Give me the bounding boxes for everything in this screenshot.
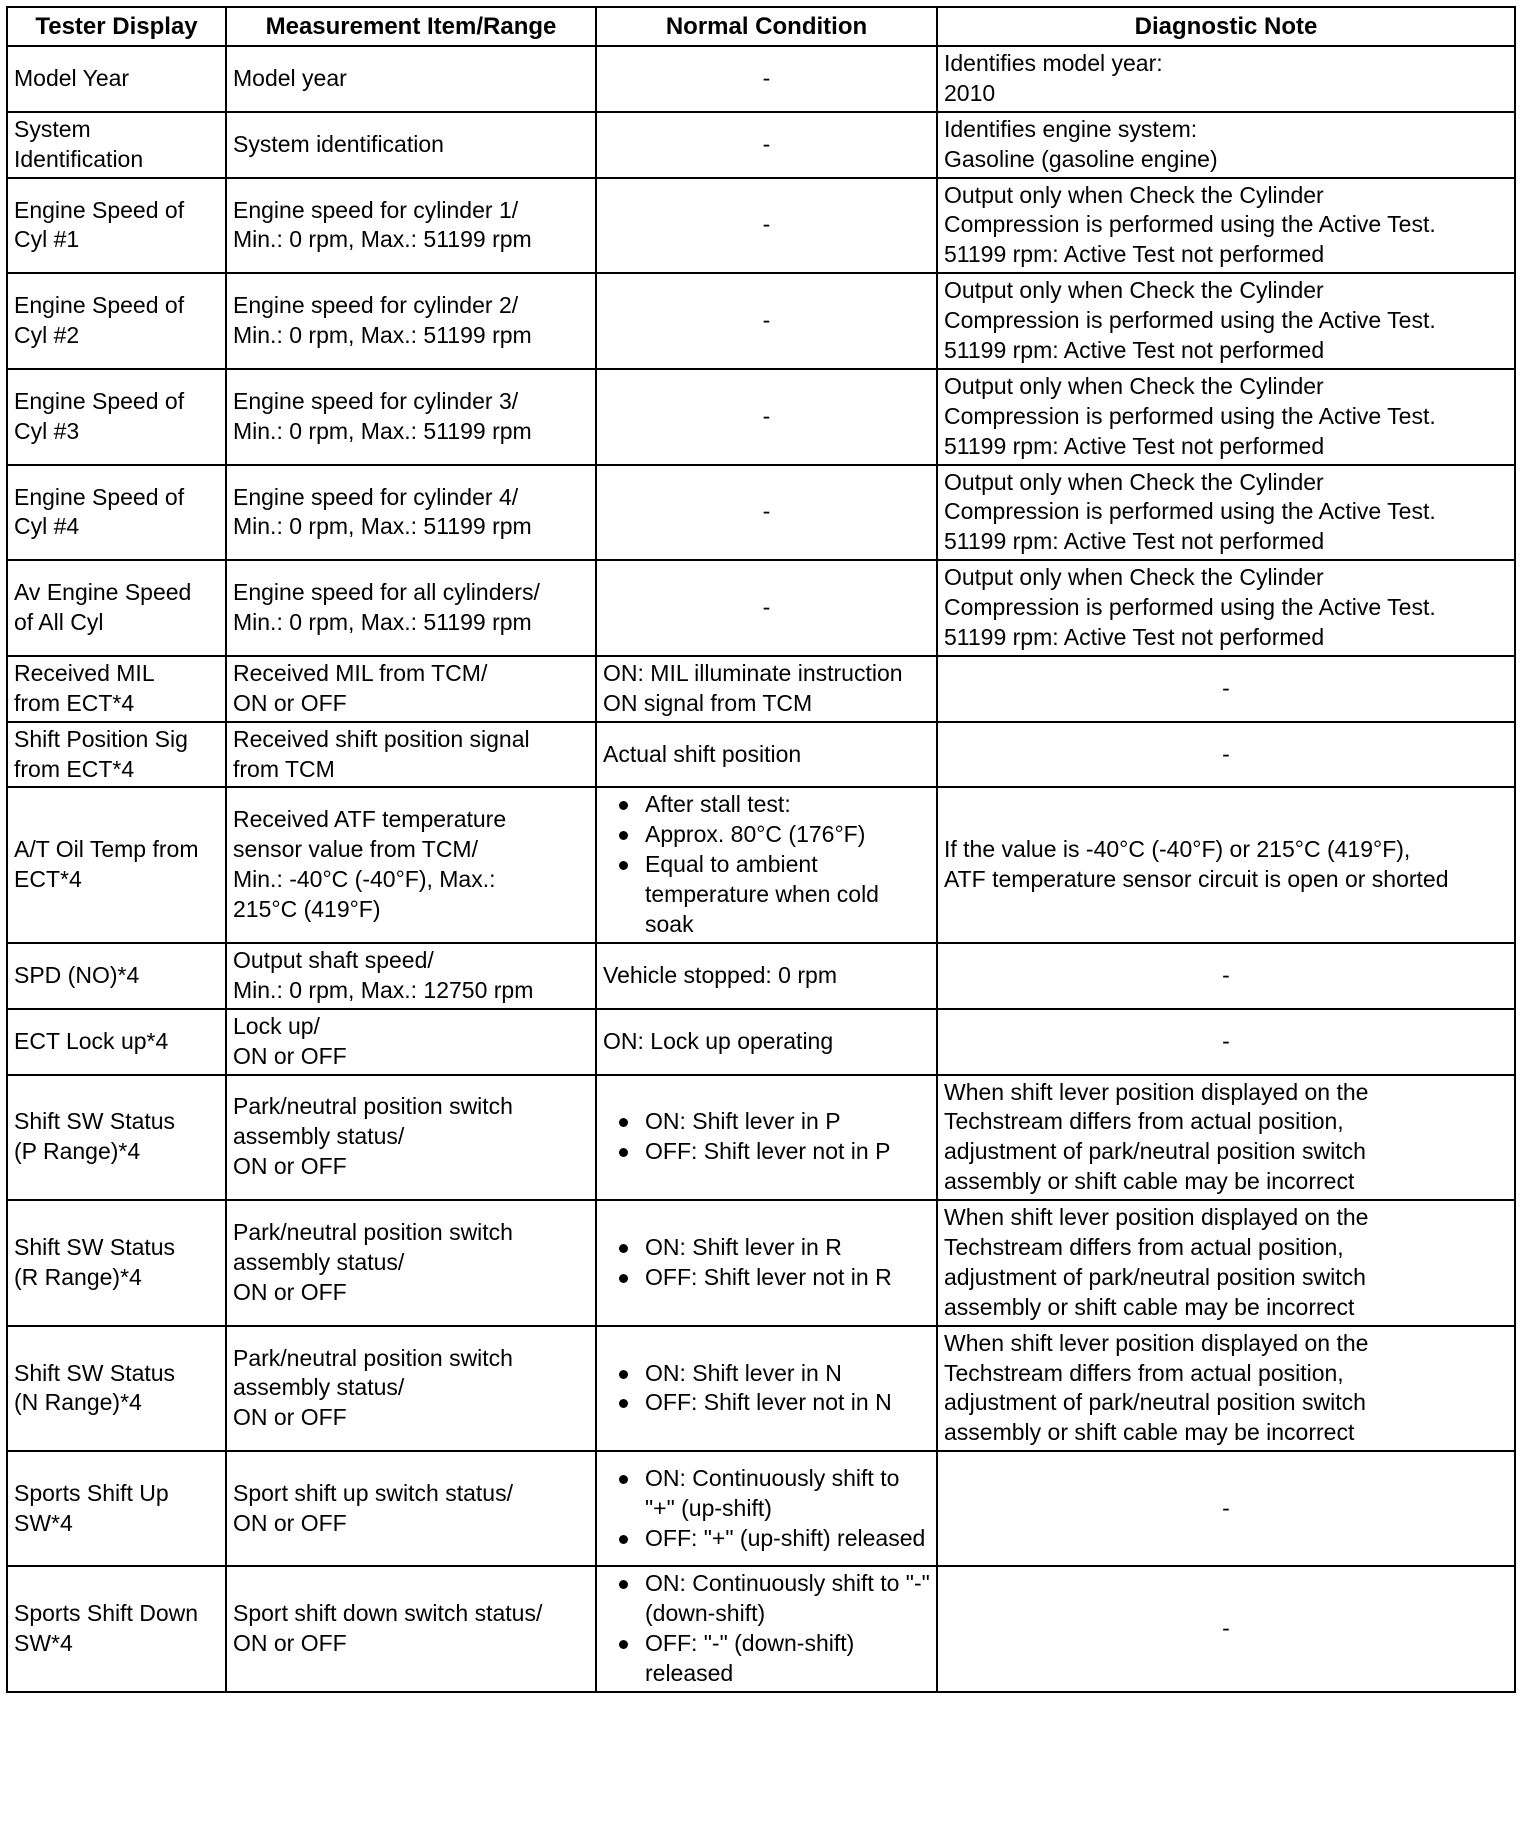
cell-normal-condition-line: ON signal from TCM xyxy=(603,689,813,716)
header-measurement-item: Measurement Item/Range xyxy=(226,7,596,46)
cell-measurement-item-line: System identification xyxy=(233,130,444,157)
cell-diagnostic-note-line: ATF temperature sensor circuit is open or shorted xyxy=(944,866,1449,893)
cell-diagnostic-note-line: Output only when Check the Cylinder xyxy=(944,181,1324,208)
cell-diagnostic-note-line: Compression is performed using the Active Test. xyxy=(944,498,1436,525)
bullet-list xyxy=(603,1107,930,1167)
cell-normal-condition: - xyxy=(596,560,937,656)
cell-tester-display-line: (R Range)*4 xyxy=(14,1263,142,1290)
cell-measurement-item-line: Sport shift down switch status/ xyxy=(233,1600,543,1627)
cell-normal-condition xyxy=(596,722,937,788)
cell-tester-display-line: Received MIL xyxy=(14,659,155,686)
cell-normal-condition: - xyxy=(596,46,937,112)
cell-measurement-item-line: Min.: 0 rpm, Max.: 51199 rpm xyxy=(233,226,532,253)
cell-diagnostic-note xyxy=(937,1326,1515,1452)
cell-measurement-item-line: ON or OFF xyxy=(233,1404,347,1431)
cell-measurement-item-line: Output shaft speed/ xyxy=(233,946,434,973)
cell-measurement-item xyxy=(226,1009,596,1075)
bullet-item: ON: Shift lever in N xyxy=(603,1359,930,1389)
cell-tester-display-line: System xyxy=(14,115,91,142)
bullet-list xyxy=(603,1359,930,1419)
cell-tester-display xyxy=(7,1009,226,1075)
cell-diagnostic-note-line: 51199 rpm: Active Test not performed xyxy=(944,241,1325,268)
cell-tester-display-line: Cyl #1 xyxy=(14,226,80,253)
cell-tester-display-line: ECT Lock up*4 xyxy=(14,1027,169,1054)
table-row xyxy=(7,1451,1515,1566)
cell-tester-display-line: ECT*4 xyxy=(14,866,82,893)
cell-diagnostic-note-line: 51199 rpm: Active Test not performed xyxy=(944,432,1325,459)
cell-diagnostic-note-line: Identifies model year: xyxy=(944,50,1163,76)
cell-tester-display-line: Engine Speed of xyxy=(14,196,185,223)
cell-normal-condition xyxy=(596,1326,937,1452)
cell-diagnostic-note: - xyxy=(937,656,1515,722)
table-row xyxy=(7,1566,1515,1692)
cell-normal-condition: - xyxy=(596,273,937,369)
cell-tester-display-line: Shift SW Status xyxy=(14,1108,176,1135)
cell-tester-display xyxy=(7,1566,226,1692)
cell-measurement-item-line: from TCM xyxy=(233,755,335,782)
cell-diagnostic-note-line: Techstream differs from actual position, xyxy=(944,1233,1344,1260)
cell-tester-display-line: A/T Oil Temp from xyxy=(14,836,199,863)
cell-tester-display-line: Cyl #2 xyxy=(14,322,80,349)
cell-diagnostic-note: - xyxy=(937,943,1515,1009)
cell-diagnostic-note-line: Output only when Check the Cylinder xyxy=(944,372,1324,399)
cell-measurement-item xyxy=(226,1075,596,1201)
cell-tester-display-line: Shift SW Status xyxy=(14,1233,176,1260)
cell-normal-condition-line: ON: Lock up operating xyxy=(603,1027,834,1054)
cell-measurement-item xyxy=(226,112,596,178)
cell-tester-display xyxy=(7,1075,226,1201)
cell-tester-display-line: Shift SW Status xyxy=(14,1359,176,1386)
cell-normal-condition: - xyxy=(596,465,937,561)
cell-tester-display xyxy=(7,722,226,788)
table-row xyxy=(7,1009,1515,1075)
cell-diagnostic-note xyxy=(937,1075,1515,1201)
cell-diagnostic-note-line: Output only when Check the Cylinder xyxy=(944,277,1324,304)
cell-diagnostic-note xyxy=(937,112,1515,178)
cell-measurement-item-line: ON or OFF xyxy=(233,1153,347,1180)
bullet-list xyxy=(603,1233,930,1293)
cell-normal-condition xyxy=(596,1075,937,1201)
table-row xyxy=(7,560,1515,656)
cell-measurement-item-line: assembly status/ xyxy=(233,1248,405,1275)
cell-normal-condition xyxy=(596,787,937,942)
cell-measurement-item-line: Engine speed for cylinder 4/ xyxy=(233,483,519,510)
bullet-list xyxy=(603,790,930,939)
cell-diagnostic-note-line: Output only when Check the Cylinder xyxy=(944,564,1324,591)
cell-tester-display xyxy=(7,1326,226,1452)
cell-measurement-item xyxy=(226,722,596,788)
cell-measurement-item xyxy=(226,46,596,112)
cell-tester-display xyxy=(7,656,226,722)
cell-measurement-item-line: Engine speed for cylinder 3/ xyxy=(233,387,519,414)
cell-measurement-item xyxy=(226,273,596,369)
table-row xyxy=(7,1326,1515,1452)
cell-diagnostic-note-line: assembly or shift cable may be incorrect xyxy=(944,1419,1355,1446)
bullet-item: ON: Shift lever in P xyxy=(603,1107,930,1137)
bullet-item: Equal to ambient temperature when cold soak xyxy=(603,850,930,940)
cell-measurement-item xyxy=(226,1326,596,1452)
cell-measurement-item-line: Engine speed for cylinder 2/ xyxy=(233,292,519,319)
cell-measurement-item-line: Received ATF temperature xyxy=(233,806,507,833)
cell-diagnostic-note xyxy=(937,560,1515,656)
cell-tester-display xyxy=(7,178,226,274)
cell-measurement-item xyxy=(226,369,596,465)
cell-tester-display xyxy=(7,112,226,178)
cell-tester-display-line: from ECT*4 xyxy=(14,755,135,782)
table-row xyxy=(7,943,1515,1009)
cell-normal-condition-line: Actual shift position xyxy=(603,740,802,767)
bullet-item: OFF: "-" (down-shift) released xyxy=(603,1629,930,1689)
cell-measurement-item-line: Sport shift up switch status/ xyxy=(233,1479,513,1506)
cell-tester-display xyxy=(7,1200,226,1326)
cell-diagnostic-note xyxy=(937,178,1515,274)
bullet-item: OFF: Shift lever not in R xyxy=(603,1263,930,1293)
cell-diagnostic-note: - xyxy=(937,1009,1515,1075)
cell-measurement-item-line: Park/neutral position switch xyxy=(233,1219,513,1245)
cell-tester-display-line: SPD (NO)*4 xyxy=(14,961,140,988)
cell-measurement-item-line: 215°C (419°F) xyxy=(233,896,381,923)
cell-measurement-item xyxy=(226,1451,596,1566)
table-row xyxy=(7,273,1515,369)
cell-measurement-item-line: Min.: 0 rpm, Max.: 12750 rpm xyxy=(233,976,534,1003)
cell-tester-display xyxy=(7,1451,226,1566)
table-header-row xyxy=(7,7,1515,46)
cell-diagnostic-note-line: 51199 rpm: Active Test not performed xyxy=(944,624,1325,651)
cell-tester-display-line: Model Year xyxy=(14,64,130,91)
cell-tester-display-line: of All Cyl xyxy=(14,609,104,636)
table-row xyxy=(7,656,1515,722)
cell-tester-display-line: from ECT*4 xyxy=(14,689,135,716)
cell-diagnostic-note-line: 51199 rpm: Active Test not performed xyxy=(944,528,1325,555)
cell-tester-display-line: Cyl #4 xyxy=(14,513,80,540)
table-row xyxy=(7,787,1515,942)
cell-measurement-item-line: sensor value from TCM/ xyxy=(233,836,478,863)
cell-diagnostic-note-line: 51199 rpm: Active Test not performed xyxy=(944,337,1325,364)
cell-tester-display-line: (N Range)*4 xyxy=(14,1389,142,1416)
bullet-item: ON: Continuously shift to "+" (up-shift) xyxy=(603,1464,930,1524)
cell-tester-display-line: Engine Speed of xyxy=(14,483,185,510)
cell-measurement-item-line: ON or OFF xyxy=(233,689,347,716)
header-normal-condition: Normal Condition xyxy=(596,7,937,46)
table-row xyxy=(7,1075,1515,1201)
cell-normal-condition: - xyxy=(596,178,937,274)
cell-measurement-item xyxy=(226,1200,596,1326)
table-row xyxy=(7,369,1515,465)
cell-diagnostic-note-line: assembly or shift cable may be incorrect xyxy=(944,1293,1355,1320)
cell-diagnostic-note xyxy=(937,1200,1515,1326)
cell-diagnostic-note: - xyxy=(937,722,1515,788)
cell-normal-condition-line: ON: MIL illuminate instruction xyxy=(603,659,903,686)
cell-measurement-item-line: Model year xyxy=(233,64,347,91)
cell-measurement-item xyxy=(226,656,596,722)
cell-normal-condition xyxy=(596,656,937,722)
cell-tester-display xyxy=(7,560,226,656)
cell-tester-display-line: (P Range)*4 xyxy=(14,1138,141,1165)
bullet-list xyxy=(603,1464,930,1554)
cell-measurement-item-line: Min.: 0 rpm, Max.: 51199 rpm xyxy=(233,417,532,444)
table-row xyxy=(7,46,1515,112)
cell-normal-condition-line: Vehicle stopped: 0 rpm xyxy=(603,961,837,988)
cell-tester-display xyxy=(7,787,226,942)
cell-diagnostic-note: - xyxy=(937,1566,1515,1692)
bullet-item: ON: Shift lever in R xyxy=(603,1233,930,1263)
bullet-item: After stall test: xyxy=(603,790,930,820)
cell-tester-display-line: Cyl #3 xyxy=(14,417,80,444)
cell-diagnostic-note-line: adjustment of park/neutral position switch xyxy=(944,1138,1366,1165)
cell-measurement-item-line: Min.: 0 rpm, Max.: 51199 rpm xyxy=(233,322,532,349)
cell-normal-condition: - xyxy=(596,369,937,465)
bullet-list xyxy=(603,1569,930,1689)
bullet-item: OFF: Shift lever not in N xyxy=(603,1388,930,1418)
cell-tester-display xyxy=(7,369,226,465)
cell-measurement-item-line: ON or OFF xyxy=(233,1042,347,1069)
cell-normal-condition xyxy=(596,1566,937,1692)
cell-diagnostic-note-line: Compression is performed using the Active Test. xyxy=(944,307,1436,334)
cell-tester-display-line: SW*4 xyxy=(14,1629,73,1656)
cell-measurement-item-line: ON or OFF xyxy=(233,1629,347,1656)
cell-measurement-item-line: ON or OFF xyxy=(233,1509,347,1536)
cell-diagnostic-note-line: Techstream differs from actual position, xyxy=(944,1108,1344,1135)
cell-measurement-item-line: assembly status/ xyxy=(233,1123,405,1150)
cell-normal-condition xyxy=(596,943,937,1009)
cell-measurement-item-line: Park/neutral position switch xyxy=(233,1344,513,1371)
cell-measurement-item-line: Min.: -40°C (-40°F), Max.: xyxy=(233,866,496,893)
table-row xyxy=(7,722,1515,788)
cell-diagnostic-note-line: Output only when Check the Cylinder xyxy=(944,468,1324,495)
cell-diagnostic-note: - xyxy=(937,1451,1515,1566)
cell-measurement-item-line: Lock up/ xyxy=(233,1012,320,1039)
cell-tester-display-line: Shift Position Sig xyxy=(14,725,188,752)
cell-tester-display xyxy=(7,46,226,112)
cell-tester-display-line: Sports Shift Down xyxy=(14,1600,199,1627)
table-row xyxy=(7,178,1515,274)
bullet-item: OFF: Shift lever not in P xyxy=(603,1137,930,1167)
cell-normal-condition xyxy=(596,1009,937,1075)
bullet-item: ON: Continuously shift to "-" (down-shift) xyxy=(603,1569,930,1629)
cell-diagnostic-note-line: adjustment of park/neutral position switch xyxy=(944,1263,1366,1290)
cell-diagnostic-note-line: Gasoline (gasoline engine) xyxy=(944,145,1218,172)
bullet-item: Approx. 80°C (176°F) xyxy=(603,820,930,850)
cell-measurement-item-line: Min.: 0 rpm, Max.: 51199 rpm xyxy=(233,609,532,636)
cell-tester-display-line: SW*4 xyxy=(14,1509,73,1536)
data-list-table xyxy=(6,6,1516,1693)
cell-diagnostic-note-line: When shift lever position displayed on the xyxy=(944,1204,1369,1231)
cell-measurement-item xyxy=(226,787,596,942)
cell-measurement-item-line: Park/neutral position switch xyxy=(233,1093,513,1120)
cell-measurement-item-line: Received MIL from TCM/ xyxy=(233,659,488,686)
cell-diagnostic-note xyxy=(937,369,1515,465)
cell-diagnostic-note-line: adjustment of park/neutral position switch xyxy=(944,1389,1366,1416)
cell-measurement-item-line: assembly status/ xyxy=(233,1374,405,1401)
cell-tester-display-line: Engine Speed of xyxy=(14,292,185,319)
cell-tester-display-line: Av Engine Speed xyxy=(14,579,192,606)
cell-measurement-item-line: Received shift position signal xyxy=(233,725,530,752)
cell-diagnostic-note-line: Techstream differs from actual position, xyxy=(944,1359,1344,1386)
cell-diagnostic-note xyxy=(937,465,1515,561)
table-row xyxy=(7,112,1515,178)
cell-diagnostic-note-line: When shift lever position displayed on the xyxy=(944,1329,1369,1356)
cell-tester-display xyxy=(7,273,226,369)
header-tester-display: Tester Display xyxy=(7,7,226,46)
cell-measurement-item xyxy=(226,465,596,561)
cell-measurement-item-line: ON or OFF xyxy=(233,1278,347,1305)
cell-diagnostic-note-line: Compression is performed using the Active Test. xyxy=(944,402,1436,429)
cell-diagnostic-note-line: Compression is performed using the Active Test. xyxy=(944,211,1436,238)
cell-diagnostic-note-line: Compression is performed using the Active Test. xyxy=(944,594,1436,621)
bullet-item: OFF: "+" (up-shift) released xyxy=(603,1524,930,1554)
table-row xyxy=(7,465,1515,561)
table-row xyxy=(7,1200,1515,1326)
cell-diagnostic-note xyxy=(937,46,1515,112)
cell-tester-display xyxy=(7,943,226,1009)
cell-measurement-item xyxy=(226,560,596,656)
cell-diagnostic-note-line: When shift lever position displayed on the xyxy=(944,1078,1369,1105)
cell-normal-condition xyxy=(596,1200,937,1326)
cell-diagnostic-note-line: assembly or shift cable may be incorrect xyxy=(944,1168,1355,1195)
cell-normal-condition xyxy=(596,1451,937,1566)
cell-diagnostic-note-line: 2010 xyxy=(944,79,996,106)
header-diagnostic-note: Diagnostic Note xyxy=(937,7,1515,46)
cell-diagnostic-note-line: If the value is -40°C (-40°F) or 215°C (419°F), xyxy=(944,836,1411,863)
cell-measurement-item xyxy=(226,1566,596,1692)
cell-tester-display-line: Sports Shift Up xyxy=(14,1479,169,1506)
cell-measurement-item-line: Engine speed for cylinder 1/ xyxy=(233,196,519,223)
cell-tester-display-line: Identification xyxy=(14,145,144,172)
cell-measurement-item-line: Engine speed for all cylinders/ xyxy=(233,579,540,606)
cell-tester-display-line: Engine Speed of xyxy=(14,387,185,414)
cell-measurement-item xyxy=(226,943,596,1009)
cell-normal-condition: - xyxy=(596,112,937,178)
cell-measurement-item xyxy=(226,178,596,274)
cell-diagnostic-note xyxy=(937,787,1515,942)
cell-diagnostic-note-line: Identifies engine system: xyxy=(944,115,1198,142)
cell-measurement-item-line: Min.: 0 rpm, Max.: 51199 rpm xyxy=(233,513,532,540)
cell-tester-display xyxy=(7,465,226,561)
cell-diagnostic-note xyxy=(937,273,1515,369)
